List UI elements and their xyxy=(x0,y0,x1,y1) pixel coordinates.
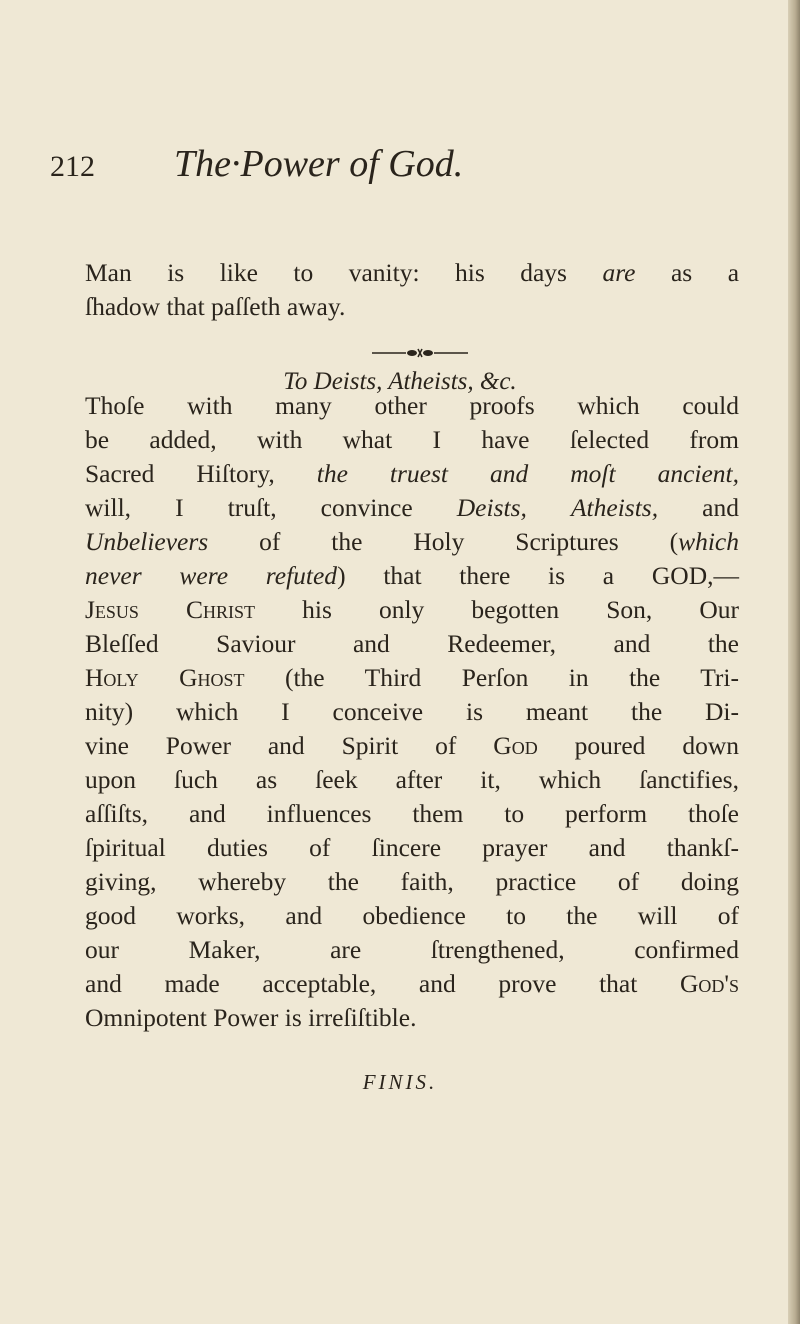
paragraph-line: Sacred Hiſtory, the truest and moſt ancient, xyxy=(85,459,739,488)
paragraph-line: upon ſuch as ſeek after it, which ſanctifies, xyxy=(85,765,739,794)
paragraph-line: good works, and obedience to the will of xyxy=(85,901,739,930)
paragraph-line: Unbelievers of the Holy Scriptures (which xyxy=(85,527,740,556)
ornament-divider xyxy=(370,347,470,359)
paragraph-line: Bleſſed Saviour and Redeemer, and the xyxy=(85,629,739,658)
paragraph-line: never were refuted) that there is a GOD,— xyxy=(85,561,739,590)
paragraph-line: be added, with what I have ſelected from xyxy=(85,425,739,454)
opening-line-1: Man is like to vanity: his days are as a xyxy=(85,258,740,287)
paragraph-line: and made acceptable, and prove that God's xyxy=(85,969,740,998)
paragraph-line-last: Omnipotent Power is irreſiſtible. xyxy=(85,1003,417,1032)
running-title: The·Power of God. xyxy=(174,143,464,185)
page-header xyxy=(50,142,740,198)
finis-mark: FINIS. xyxy=(362,1070,438,1094)
paragraph-line: Holy Ghost (the Third Perſon in the Tri- xyxy=(85,663,739,692)
paragraph-line: will, I truſt, convince Deists, Atheists, and xyxy=(85,493,739,522)
paragraph-line: Jesus Christ his only begotten Son, Our xyxy=(85,595,740,624)
section-heading: To Deists, Atheists, &c. xyxy=(283,368,517,395)
paragraph-line: our Maker, are ſtrengthened, confirmed xyxy=(85,935,739,964)
page-number: 212 xyxy=(50,150,95,183)
opening-line-2: ſhadow that paſſeth away. xyxy=(85,292,346,321)
paragraph-line: vine Power and Spirit of God poured down xyxy=(85,731,739,760)
paragraph-line: Thoſe with many other proofs which could xyxy=(85,391,739,420)
page-edge xyxy=(788,0,800,1324)
paragraph-line: ſpiritual duties of ſincere prayer and thankſ- xyxy=(85,833,739,862)
paragraph-line: nity) which I conceive is meant the Di- xyxy=(85,697,739,726)
paragraph-line: giving, whereby the faith, practice of doing xyxy=(85,867,739,896)
paragraph-line: aſſiſts, and influences them to perform thoſe xyxy=(85,799,739,828)
